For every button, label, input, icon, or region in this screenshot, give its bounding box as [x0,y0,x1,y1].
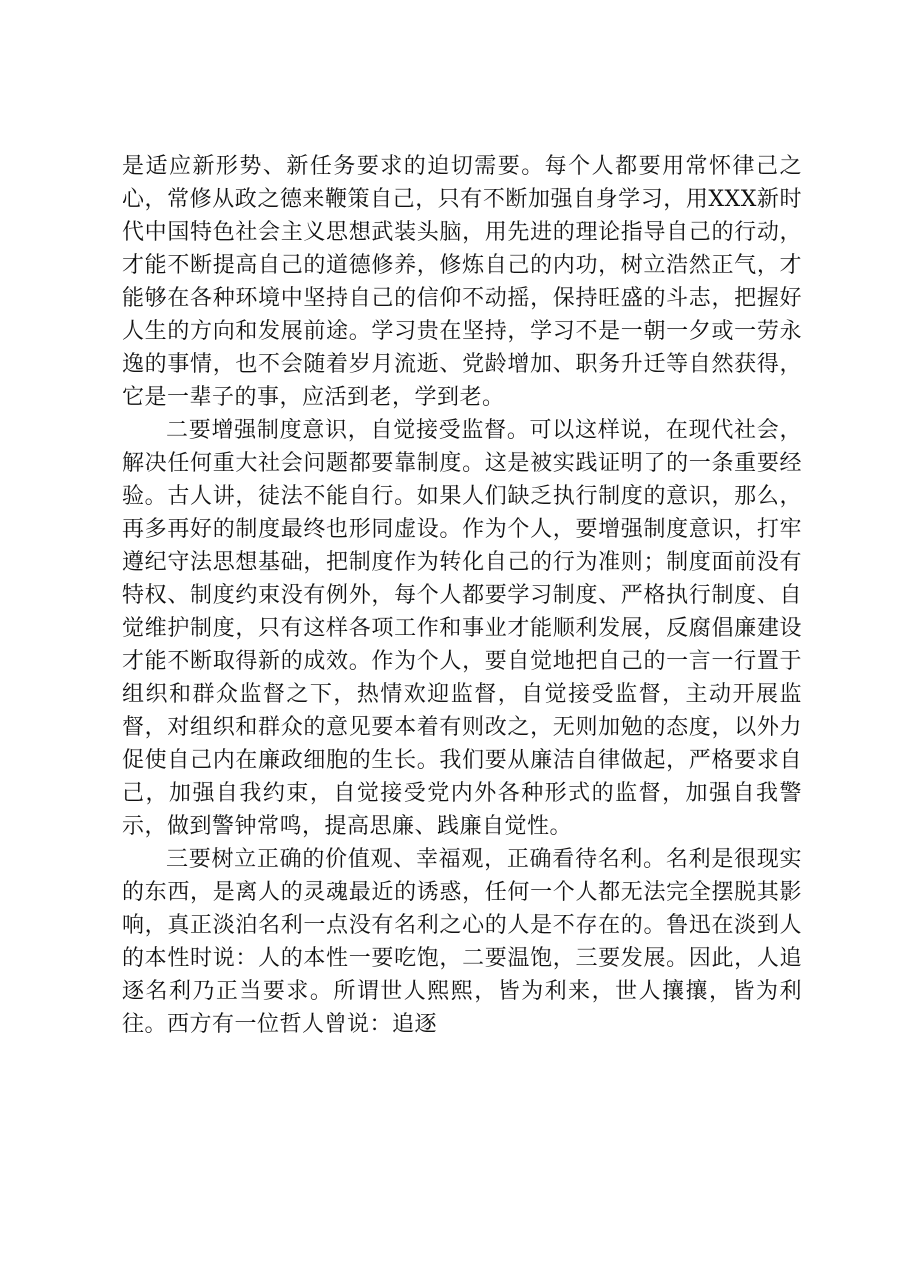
document-body [122,150,802,1041]
paragraph-1: 是适应新形势、新任务要求的迫切需要。每个人都要用常怀律己之心，常修从政之德来鞭策自己，只有不断加强自身学习，用XXX新时代中国特色社会主义思想武装头脑，用先进的理论指导自己的行动，才能不断提高自己的道德修养，修炼自己的内功，树立浩然正气，才能够在各种环境中坚持自己的信仰不动摇，保持旺盛的斗志，把握好人生的方向和发展前途。学习贵在坚持，学习不是一朝一夕或一劳永逸的事情，也不会随着岁月流逝、党龄增加、职务升迁等自然获得，它是一辈子的事，应活到老，学到老。 [122,154,802,410]
paragraph-2: 二要增强制度意识，自觉接受监督。可以这样说，在现代社会，解决任何重大社会问题都要靠制度。这是被实践证明了的一条重要经验。古人讲，徒法不能自行。如果人们缺乏执行制度的意识，那么，再多再好的制度最终也形同虚设。作为个人，要增强制度意识，打牢遵纪守法思想基础，把制度作为转化自己的行为准则；制度面前没有特权、制度约束没有例外，每个人都要学习制度、严格执行制度、自觉维护制度，只有这样各项工作和事业才能顺利发展，反腐倡廉建设才能不断取得新的成效。作为个人，要自觉地把自己的一言一行置于组织和群众监督之下，热情欢迎监督，自觉接受监督，主动开展监督，对组织和群众的意见要本着有则改之，无则加勉的态度，以外力促使自己内在廉政细胞的生长。我们要从廉洁自律做起，严格要求自己，加强自我约束，自觉接受党内外各种形式的监督，加强自我警示，做到警钟常鸣，提高思廉、践廉自觉性。 [122,418,802,839]
paragraph-3: 三要树立正确的价值观、幸福观，正确看待名利。名利是很现实的东西，是离人的灵魂最近的诱惑，任何一个人都无法完全摆脱其影响，真正淡泊名利一点没有名利之心的人是不存在的。鲁迅在淡到人的本性时说：人的本性一要吃饱，二要温饱，三要发展。因此，人追逐名利乃正当要求。所谓世人熙熙，皆为利来，世人攘攘，皆为利往。西方有一位哲人曾说：追逐 [122,847,802,1037]
